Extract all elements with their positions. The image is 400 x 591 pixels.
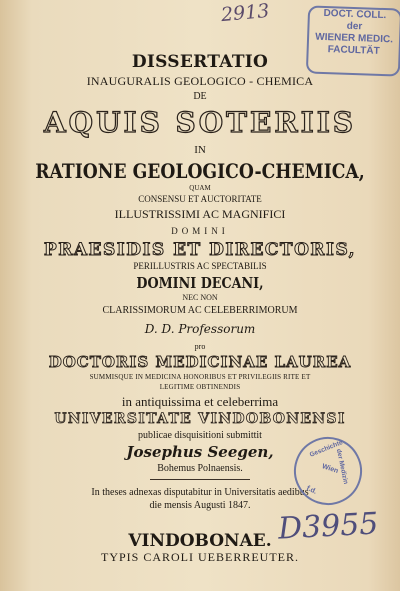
body-doctoris: DOCTORIS MEDICINAE LAUREA [48, 353, 352, 371]
title-line-2: INAUGURALIS GEOLOGICO - CHEMICA [86, 74, 314, 88]
theses-line-1: In theses adnexas disputabitur in Universitatis aedibus [91, 487, 309, 498]
round-stamp-text-3: Wien [321, 463, 340, 475]
round-stamp-text-4: f.d. [305, 484, 318, 496]
body-domini-decani: DOMINI DECANI, [136, 274, 264, 292]
body-perillustris: PERILLUSTRIS AC SPECTABILIS [133, 261, 267, 271]
round-stamp-text-2: der Medizin [335, 448, 350, 485]
stamp-line-1: DOCT. COLL. [323, 7, 387, 22]
body-praesidis: PRAESIDIS ET DIRECTORIS, [43, 240, 357, 260]
stamp-line-4: FACULTÄT [327, 44, 380, 57]
handwritten-shelf-number: 2913 [220, 0, 271, 27]
body-summisque: SUMMISQUE IN MEDICINA HONORIBUS ET PRIVILEGIIS RITE ET [89, 373, 311, 381]
divider [150, 479, 250, 480]
round-stamp-text-1: Geschichte [308, 439, 344, 459]
author-origin: Bohemus Polnaensis. [157, 463, 243, 474]
imprint-printer: TYPIS CAROLI UEBERREUTER. [100, 550, 299, 564]
title-line-3: DE [193, 91, 207, 102]
body-pro: pro [194, 342, 206, 351]
body-consensu: CONSENSU ET AUCTORITATE [138, 194, 262, 204]
title-line-4: AQUIS SOTERIIS [43, 106, 357, 139]
body-illustrissimi: ILLUSTRISSIMI AC MAGNIFICI [114, 207, 286, 221]
body-professorum: D. D. Professorum [144, 322, 256, 336]
body-nec-non: NEC NON [182, 293, 218, 302]
body-publicae: publicae disquisitioni submittit [138, 430, 262, 441]
body-domini: DOMINI [171, 226, 229, 236]
author-name: Josephus Seegen, [126, 443, 274, 461]
imprint-city: VINDOBONAE. [128, 531, 272, 551]
title-line-1: DISSERTATIO [131, 52, 269, 72]
body-universitate: UNIVERSITATE VINDOBONENSI [54, 411, 346, 427]
body-clarissimorum: CLARISSIMORUM AC CELEBERRIMORUM [102, 305, 298, 316]
body-in-antiquissima: in antiquissima et celeberrima [121, 394, 279, 409]
bottom-handwritten-mark: D3955 [277, 506, 380, 547]
stamp-line-3: WIENER MEDIC. [315, 31, 394, 46]
body-quam: QUAM [189, 184, 211, 192]
title-line-5: IN [194, 144, 206, 156]
stamp-line-2: der [346, 20, 363, 33]
body-legitime: LEGITIME OBTINENDIS [159, 383, 241, 391]
theses-line-2: die mensis Augusti 1847. [149, 500, 251, 511]
title-line-6: RATIONE GEOLOGICO-CHEMICA, [35, 159, 365, 183]
